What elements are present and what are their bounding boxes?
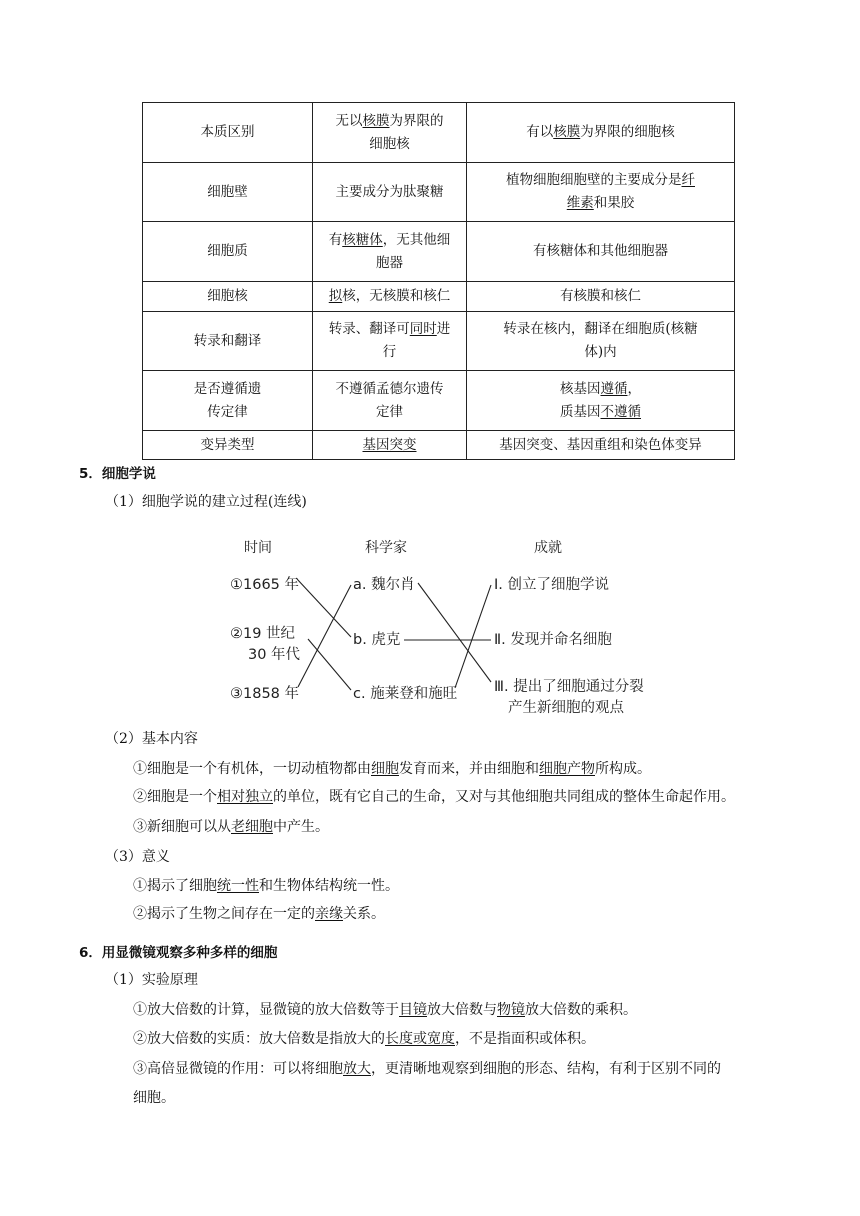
underlined-term: 统一性 bbox=[217, 878, 259, 894]
text-segment: 不遵循孟德尔遗传 bbox=[335, 380, 444, 397]
content-item bbox=[133, 1059, 721, 1079]
underlined-term: 目镜 bbox=[399, 1002, 427, 1018]
content-item bbox=[133, 876, 399, 896]
text-segment: 基因突变、基因重组和染色体变异 bbox=[499, 436, 702, 453]
text-segment: ①揭示了细胞 bbox=[133, 878, 217, 894]
eukaryote-cell bbox=[467, 222, 735, 282]
header-time: 时间 bbox=[244, 540, 272, 556]
connector-line bbox=[308, 639, 351, 690]
text-segment: 植物细胞细胞壁的主要成分是 bbox=[506, 172, 682, 188]
text-segment: 转录、翻译可 bbox=[328, 321, 410, 337]
row-label: 变异类型 bbox=[143, 431, 313, 460]
underlined-term: 细胞 bbox=[371, 761, 399, 777]
cell-theory-matching-diagram bbox=[222, 535, 662, 720]
subheading-principle: （1）实验原理 bbox=[105, 972, 198, 988]
underlined-term: 长度或宽度 bbox=[385, 1031, 455, 1047]
text-segment: 为界限的细胞核 bbox=[580, 124, 675, 140]
text-segment: 行 bbox=[382, 344, 397, 360]
scientist-label: a. 魏尔肖 bbox=[353, 577, 415, 593]
achievement-label: Ⅲ. 提出了细胞通过分裂 bbox=[494, 679, 644, 695]
text-segment: 发育而来，并由细胞和 bbox=[399, 761, 539, 777]
underlined-term: 纤 bbox=[681, 172, 695, 188]
underlined-term: 维素 bbox=[566, 195, 594, 211]
achievement-label: 产生新细胞的观点 bbox=[508, 700, 624, 716]
underlined-term: 核糖体 bbox=[342, 231, 383, 248]
underlined-term: 亲缘 bbox=[315, 906, 343, 922]
text-segment: 有核糖体和其他细胞器 bbox=[533, 243, 668, 259]
text-segment: ，更清晰地观察到细胞的形态、结构，有利于区别不同的 bbox=[371, 1061, 721, 1077]
text-segment: ①放大倍数的计算，显微镜的放大倍数等于 bbox=[133, 1002, 399, 1018]
prokaryote-cell bbox=[313, 371, 467, 431]
text-segment: 体)内 bbox=[584, 344, 617, 360]
content-item bbox=[133, 904, 385, 924]
time-label: 30 年代 bbox=[248, 647, 301, 663]
prokaryote-cell bbox=[313, 222, 467, 282]
text-segment: 胞器 bbox=[376, 254, 403, 271]
text-segment: ①细胞是一个有机体，一切动植物都由 bbox=[133, 761, 371, 777]
subheading-basic-content: （2）基本内容 bbox=[105, 731, 198, 747]
underlined-term: 核膜 bbox=[553, 124, 581, 140]
content-item bbox=[133, 1088, 175, 1108]
text-segment: 有 bbox=[328, 231, 343, 248]
time-label: ①1665 年 bbox=[230, 577, 300, 593]
row-label: 是否遵循遗 传定律 bbox=[143, 371, 313, 431]
section-5-heading: 5．细胞学说 bbox=[79, 466, 156, 482]
row-label: 转录和翻译 bbox=[143, 312, 313, 371]
header-achievement: 成就 bbox=[534, 540, 562, 556]
text-segment: 放大倍数与 bbox=[427, 1002, 497, 1018]
content-item bbox=[133, 759, 651, 779]
text-segment: 和生物体结构统一性。 bbox=[259, 878, 399, 894]
text-segment: 细胞核 bbox=[369, 135, 410, 152]
underlined-term: 核膜 bbox=[362, 112, 390, 129]
text-segment: 关系。 bbox=[343, 906, 385, 922]
underlined-term: 遵循 bbox=[600, 380, 628, 397]
text-segment: 质基因 bbox=[560, 403, 601, 420]
text-segment: ，不是指面积或体积。 bbox=[455, 1031, 595, 1047]
underlined-term: 放大 bbox=[343, 1061, 371, 1077]
table-row bbox=[143, 431, 735, 460]
table-row bbox=[143, 103, 735, 163]
underlined-term: 相对独立 bbox=[217, 789, 273, 805]
text-segment: ， bbox=[627, 380, 641, 397]
underlined-term: 同时 bbox=[409, 321, 437, 337]
header-scientist: 科学家 bbox=[365, 540, 407, 556]
row-label: 细胞壁 bbox=[143, 163, 313, 222]
row-label: 细胞核 bbox=[143, 282, 313, 312]
text-segment: 定律 bbox=[376, 403, 403, 420]
underlined-term: 不遵循 bbox=[600, 403, 641, 420]
underlined-term: 拟 bbox=[328, 288, 343, 304]
content-item bbox=[133, 787, 735, 807]
prokaryote-cell bbox=[313, 282, 467, 312]
table-row bbox=[143, 282, 735, 312]
text-segment: ②细胞是一个 bbox=[133, 789, 217, 805]
text-segment: 核基因 bbox=[560, 380, 601, 397]
cell-comparison-table bbox=[142, 102, 735, 460]
text-segment: 主要成分为肽聚糖 bbox=[335, 183, 444, 200]
text-segment: 有以 bbox=[526, 124, 554, 140]
text-segment: ③高倍显微镜的作用：可以将细胞 bbox=[133, 1061, 343, 1077]
text-segment: 中产生。 bbox=[273, 819, 329, 835]
eukaryote-cell bbox=[467, 312, 735, 371]
text-segment: 和果胶 bbox=[593, 195, 635, 211]
achievement-label: Ⅱ. 发现并命名细胞 bbox=[494, 632, 612, 648]
text-segment: 的单位，既有它自己的生命，又对与其他细胞共同组成的整体生命起作用。 bbox=[273, 789, 735, 805]
connector-line bbox=[418, 583, 491, 682]
prokaryote-cell bbox=[313, 163, 467, 222]
table-row bbox=[143, 371, 735, 431]
content-item bbox=[133, 1000, 637, 1020]
prokaryote-cell bbox=[313, 431, 467, 460]
time-label: ②19 世纪 bbox=[230, 626, 296, 642]
connector-line bbox=[298, 585, 351, 687]
time-label: ③1858 年 bbox=[230, 686, 300, 702]
text-segment: 为界限的 bbox=[389, 112, 444, 129]
table-row bbox=[143, 222, 735, 282]
connector-line bbox=[455, 585, 491, 688]
text-segment: 进 bbox=[436, 321, 451, 337]
text-segment: ③新细胞可以从 bbox=[133, 819, 231, 835]
section-6-heading: 6．用显微镜观察多种多样的细胞 bbox=[79, 945, 278, 961]
text-segment: 细胞。 bbox=[133, 1090, 175, 1106]
text-segment: ②放大倍数的实质：放大倍数是指放大的 bbox=[133, 1031, 385, 1047]
text-segment: 有核膜和核仁 bbox=[560, 288, 641, 304]
prokaryote-cell bbox=[313, 312, 467, 371]
eukaryote-cell bbox=[467, 431, 735, 460]
subheading-significance: （3）意义 bbox=[105, 849, 170, 865]
connector-line bbox=[297, 579, 351, 637]
content-item bbox=[133, 817, 329, 837]
subheading-establishment: （1）细胞学说的建立过程(连线) bbox=[105, 494, 307, 510]
text-segment: 放大倍数的乘积。 bbox=[525, 1002, 637, 1018]
text-segment: ，无其他细 bbox=[382, 231, 451, 248]
achievement-label: Ⅰ. 创立了细胞学说 bbox=[494, 577, 609, 593]
text-segment: 无以 bbox=[335, 112, 363, 129]
eukaryote-cell bbox=[467, 163, 735, 222]
eukaryote-cell bbox=[467, 282, 735, 312]
scientist-label: b. 虎克 bbox=[353, 632, 401, 648]
eukaryote-cell bbox=[467, 103, 735, 163]
underlined-term: 基因突变 bbox=[362, 436, 417, 453]
underlined-term: 物镜 bbox=[497, 1002, 525, 1018]
row-label: 细胞质 bbox=[143, 222, 313, 282]
table-row bbox=[143, 163, 735, 222]
text-segment: 核，无核膜和核仁 bbox=[342, 288, 451, 304]
eukaryote-cell bbox=[467, 371, 735, 431]
prokaryote-cell bbox=[313, 103, 467, 163]
content-item bbox=[133, 1029, 595, 1049]
text-segment: ②揭示了生物之间存在一定的 bbox=[133, 906, 315, 922]
scientist-label: c. 施莱登和施旺 bbox=[353, 686, 458, 702]
row-label: 本质区别 bbox=[143, 103, 313, 163]
table-row bbox=[143, 312, 735, 371]
text-segment: 转录在核内，翻译在细胞质(核糖 bbox=[503, 321, 698, 337]
underlined-term: 老细胞 bbox=[231, 819, 273, 835]
text-segment: 所构成。 bbox=[595, 761, 651, 777]
underlined-term: 细胞产物 bbox=[539, 761, 595, 777]
